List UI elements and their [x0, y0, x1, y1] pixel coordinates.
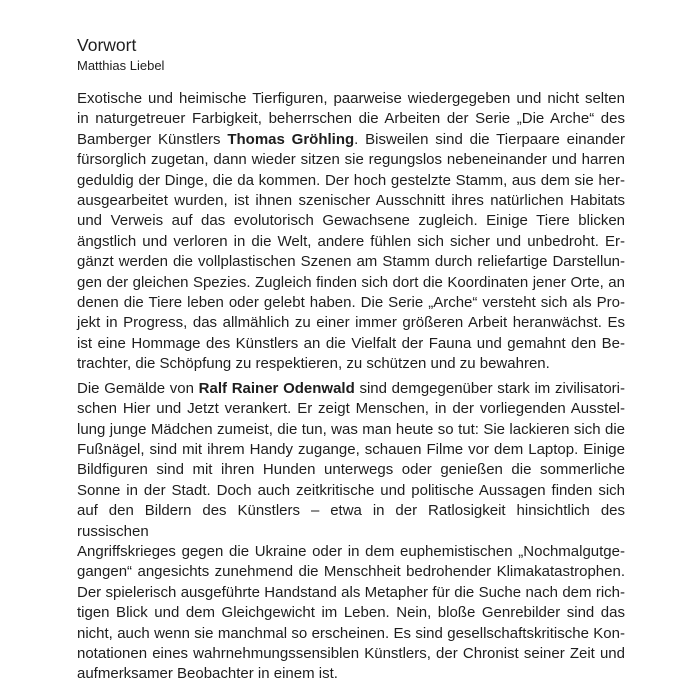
document-page	[77, 35, 625, 689]
text-run: Die Gemälde von	[77, 379, 199, 397]
text-run: denen die Tiere leben oder gelebt haben. Die Serie „Arche“ versteht sich als Pro-	[77, 294, 625, 312]
text-line	[77, 109, 625, 129]
text-run: Exotische und heimische Tierfiguren, paarweise wiedergegeben und nicht selten	[77, 90, 625, 107]
text-run: jekt in Progress, das allmählich zu einer immer größeren Arbeit heranwächst. Es	[77, 314, 625, 332]
text-run: Sonne in der Stadt. Doch auch zeitkritische und politische Aussagen finden sich	[77, 481, 625, 499]
text-line	[77, 664, 625, 684]
text-run: fürsorglich zugetan, dann wieder sitzen sie regungslos nebeneinander und harren	[77, 151, 625, 169]
page-title: Vorwort	[77, 35, 137, 55]
text-line	[77, 171, 625, 191]
text-line	[77, 481, 625, 501]
text-run: auf den Bildern des Künstlers – etwa in der Ratlosigkeit hinsichtlich des russischen	[77, 502, 625, 540]
text-line	[77, 232, 625, 252]
text-line	[77, 542, 625, 562]
text-line	[77, 460, 625, 480]
text-run: in naturgetreuer Farbigkeit, beherrschen die Arbeiten der Serie „Die Arche“ des	[77, 110, 625, 128]
paragraph	[77, 89, 625, 375]
text-line	[77, 624, 625, 644]
artist-name: Thomas Gröhling	[227, 130, 355, 148]
text-run: notationen eines wahrnehmungssensiblen Künstlers, der Chronist seiner Zeit und	[77, 644, 625, 662]
author-name: Matthias Liebel	[77, 58, 165, 73]
text-line	[77, 334, 625, 354]
paragraph	[77, 379, 625, 685]
text-run: schen Hier und Jetzt verankert. Er zeigt Menschen, in der vorliegenden Ausstel-	[77, 400, 625, 418]
text-run: Bildfiguren sind mit ihren Hunden unterwegs oder genießen die sommerliche	[77, 461, 625, 479]
text-run: gen der gleichen Spezies. Zugleich finden sich dort die Koordinaten jener Orte, an	[77, 273, 625, 291]
text-run: gangen“ angesichts zunehmend die Menschheit bedrohender Klimakatastrophen.	[77, 563, 625, 581]
text-run: tigen Blick und dem Gleichgewicht im Leben. Nein, bloße Genrebilder sind das	[77, 604, 625, 622]
text-run: Der spielerisch ausgeführte Handstand als Metapher für die Suche nach dem rich-	[77, 583, 625, 601]
text-run: aufmerksamer Beobachter in einem ist.	[77, 665, 338, 683]
text-line	[77, 89, 625, 109]
text-run: lung junge Mädchen zumeist, die tun, was man heute so tut: Sie lackieren sich die	[77, 420, 625, 438]
text-line	[77, 379, 625, 399]
text-run: geduldig der Dinge, die da kommen. Der hoch gestelzte Stamm, aus dem sie her-	[77, 171, 625, 189]
document-header	[77, 35, 625, 73]
text-run: gänzt werden die vollplastischen Szenen am Stamm durch reliefartige Darstellun-	[77, 253, 625, 271]
text-line	[77, 191, 625, 211]
text-line	[77, 420, 625, 440]
text-line	[77, 440, 625, 460]
text-line	[77, 562, 625, 582]
text-run: Angriffskrieges gegen die Ukraine oder in dem euphemistischen „Nochmalgutge-	[77, 542, 625, 560]
text-line	[77, 252, 625, 272]
text-line	[77, 211, 625, 231]
text-run: ausgearbeitet wurden, ist ihnen szenischer Ausschnitt ihres natürlichen Habitats	[77, 192, 625, 210]
text-run: sind demgegenüber stark im zivilisatori-	[354, 379, 625, 397]
text-line	[77, 399, 625, 419]
text-run: ängstlich und verloren in die Welt, andere fühlen sich sicher und unbedroht. Er-	[77, 232, 625, 250]
text-line	[77, 501, 625, 542]
text-run: Fußnägel, sind mit ihrem Handy zugange, schauen Filme vor dem Laptop. Einige	[77, 440, 625, 458]
text-line	[77, 583, 625, 603]
text-line	[77, 293, 625, 313]
text-line	[77, 130, 625, 150]
body-text	[77, 89, 625, 685]
text-run: ist eine Hommage des Künstlers an die Vielfalt der Fauna und gemahnt den Be-	[77, 334, 625, 352]
text-run: trachter, die Schöpfung zu respektieren, zu schützen und zu bewahren.	[77, 355, 550, 373]
text-line	[77, 313, 625, 333]
text-line	[77, 603, 625, 623]
text-line	[77, 273, 625, 293]
text-run: . Bisweilen sind die Tierpaare einander	[354, 130, 625, 148]
text-run: nicht, auch wenn sie manchmal so erscheinen. Es sind gesellschaftskritische Kon-	[77, 624, 625, 642]
text-line	[77, 150, 625, 170]
artist-name: Ralf Rainer Odenwald	[198, 379, 355, 397]
text-line	[77, 354, 625, 374]
text-line	[77, 644, 625, 664]
text-run: und Verweis auf das evolutorisch Gewachsene zugleich. Einige Tiere blicken	[77, 212, 625, 230]
text-run: Bamberger Künstlers	[77, 130, 228, 148]
